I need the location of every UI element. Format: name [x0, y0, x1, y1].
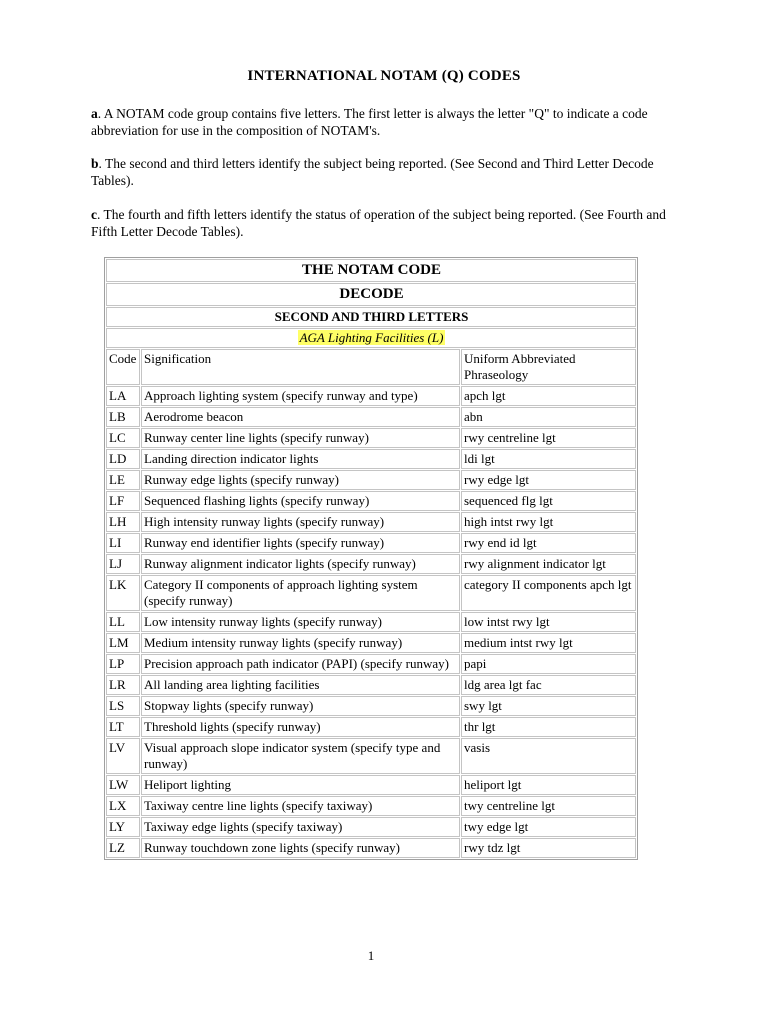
code-cell: LC — [106, 428, 140, 448]
table-row — [106, 428, 636, 448]
signification-cell: Heliport lighting — [141, 775, 460, 795]
phraseology-cell: ldg area lgt fac — [461, 675, 636, 695]
table-row — [106, 449, 636, 469]
phraseology-cell: rwy end id lgt — [461, 533, 636, 553]
paragraph-text: . A NOTAM code group contains five letters. The first letter is always the letter "Q" to indicate a code abbreviation for use in the composition of NOTAM's. — [91, 106, 648, 138]
table-row — [106, 696, 636, 716]
phraseology-cell: sequenced flg lgt — [461, 491, 636, 511]
phraseology-cell: swy lgt — [461, 696, 636, 716]
code-cell: LR — [106, 675, 140, 695]
signification-cell: Runway end identifier lights (specify runway) — [141, 533, 460, 553]
category-cell — [106, 328, 636, 348]
code-cell: LX — [106, 796, 140, 816]
signification-cell: High intensity runway lights (specify runway) — [141, 512, 460, 532]
signification-cell: Aerodrome beacon — [141, 407, 460, 427]
table-subtitle-row — [106, 283, 636, 306]
phraseology-cell: rwy tdz lgt — [461, 838, 636, 858]
table-section: SECOND AND THIRD LETTERS — [106, 307, 636, 327]
table-subtitle: DECODE — [106, 283, 636, 306]
phraseology-cell: papi — [461, 654, 636, 674]
paragraph-text: . The second and third letters identify the subject being reported. (See Second and Third Letter Decode Tables). — [91, 156, 654, 188]
table-row — [106, 675, 636, 695]
phraseology-cell: twy centreline lgt — [461, 796, 636, 816]
signification-cell: All landing area lighting facilities — [141, 675, 460, 695]
signification-cell: Medium intensity runway lights (specify runway) — [141, 633, 460, 653]
signification-cell: Taxiway edge lights (specify taxiway) — [141, 817, 460, 837]
phraseology-cell: vasis — [461, 738, 636, 774]
table-row — [106, 612, 636, 632]
code-cell: LB — [106, 407, 140, 427]
code-cell: LL — [106, 612, 140, 632]
signification-cell: Runway center line lights (specify runway) — [141, 428, 460, 448]
table-section-row — [106, 307, 636, 327]
table-row — [106, 775, 636, 795]
signification-cell: Precision approach path indicator (PAPI) (specify runway) — [141, 654, 460, 674]
notam-decode-table — [104, 257, 638, 860]
code-cell: LA — [106, 386, 140, 406]
signification-cell: Low intensity runway lights (specify runway) — [141, 612, 460, 632]
column-header-code: Code — [106, 349, 140, 385]
code-cell: LT — [106, 717, 140, 737]
phraseology-cell: rwy centreline lgt — [461, 428, 636, 448]
table-row — [106, 796, 636, 816]
code-cell: LH — [106, 512, 140, 532]
signification-cell: Stopway lights (specify runway) — [141, 696, 460, 716]
table-title-row — [106, 259, 636, 282]
code-cell: LP — [106, 654, 140, 674]
table-row — [106, 470, 636, 490]
table-row — [106, 817, 636, 837]
phraseology-cell: abn — [461, 407, 636, 427]
page-title: INTERNATIONAL NOTAM (Q) CODES — [247, 68, 521, 84]
code-cell: LI — [106, 533, 140, 553]
signification-cell: Landing direction indicator lights — [141, 449, 460, 469]
code-cell: LE — [106, 470, 140, 490]
paragraph-b — [91, 155, 666, 189]
phraseology-cell: ldi lgt — [461, 449, 636, 469]
code-cell: LJ — [106, 554, 140, 574]
signification-cell: Threshold lights (specify runway) — [141, 717, 460, 737]
table-category-row — [106, 328, 636, 348]
phraseology-cell: rwy alignment indicator lgt — [461, 554, 636, 574]
table-title: THE NOTAM CODE — [106, 259, 636, 282]
signification-cell: Runway edge lights (specify runway) — [141, 470, 460, 490]
signification-cell: Approach lighting system (specify runway and type) — [141, 386, 460, 406]
code-cell: LM — [106, 633, 140, 653]
paragraph-label: b — [91, 156, 99, 171]
code-cell: LS — [106, 696, 140, 716]
page-number: 1 — [367, 948, 375, 963]
phraseology-cell: rwy edge lgt — [461, 470, 636, 490]
table-row — [106, 533, 636, 553]
code-cell: LK — [106, 575, 140, 611]
signification-cell: Runway touchdown zone lights (specify runway) — [141, 838, 460, 858]
table-row — [106, 717, 636, 737]
paragraph-label: c — [91, 207, 97, 222]
phraseology-cell: high intst rwy lgt — [461, 512, 636, 532]
phraseology-cell: thr lgt — [461, 717, 636, 737]
signification-cell: Runway alignment indicator lights (specify runway) — [141, 554, 460, 574]
paragraph-text: . The fourth and fifth letters identify the status of operation of the subject being reported. (See Fourth and Fifth Letter Decode Tables). — [91, 207, 666, 239]
signification-cell: Taxiway centre line lights (specify taxiway) — [141, 796, 460, 816]
signification-cell: Sequenced flashing lights (specify runway) — [141, 491, 460, 511]
phraseology-cell: heliport lgt — [461, 775, 636, 795]
table-row — [106, 512, 636, 532]
table-row — [106, 633, 636, 653]
code-cell: LW — [106, 775, 140, 795]
category-label: AGA Lighting Facilities (L) — [299, 330, 444, 345]
table-row — [106, 738, 636, 774]
table-row — [106, 838, 636, 858]
phraseology-cell: category II components apch lgt — [461, 575, 636, 611]
phraseology-cell: apch lgt — [461, 386, 636, 406]
phraseology-cell: twy edge lgt — [461, 817, 636, 837]
table-row — [106, 554, 636, 574]
code-cell: LZ — [106, 838, 140, 858]
paragraph-label: a — [91, 106, 98, 121]
phraseology-cell: medium intst rwy lgt — [461, 633, 636, 653]
code-cell: LF — [106, 491, 140, 511]
table-row — [106, 654, 636, 674]
paragraph-c — [91, 206, 666, 240]
signification-cell: Visual approach slope indicator system (specify type and runway) — [141, 738, 460, 774]
table-row — [106, 407, 636, 427]
code-cell: LD — [106, 449, 140, 469]
phraseology-cell: low intst rwy lgt — [461, 612, 636, 632]
signification-cell: Category II components of approach lighting system (specify runway) — [141, 575, 460, 611]
code-cell: LY — [106, 817, 140, 837]
column-header-phraseology: Uniform Abbreviated Phraseology — [461, 349, 636, 385]
column-header-signification: Signification — [141, 349, 460, 385]
paragraph-a — [91, 105, 666, 139]
table-row — [106, 575, 636, 611]
table-row — [106, 386, 636, 406]
code-cell: LV — [106, 738, 140, 774]
column-header-row — [106, 349, 636, 385]
table-row — [106, 491, 636, 511]
